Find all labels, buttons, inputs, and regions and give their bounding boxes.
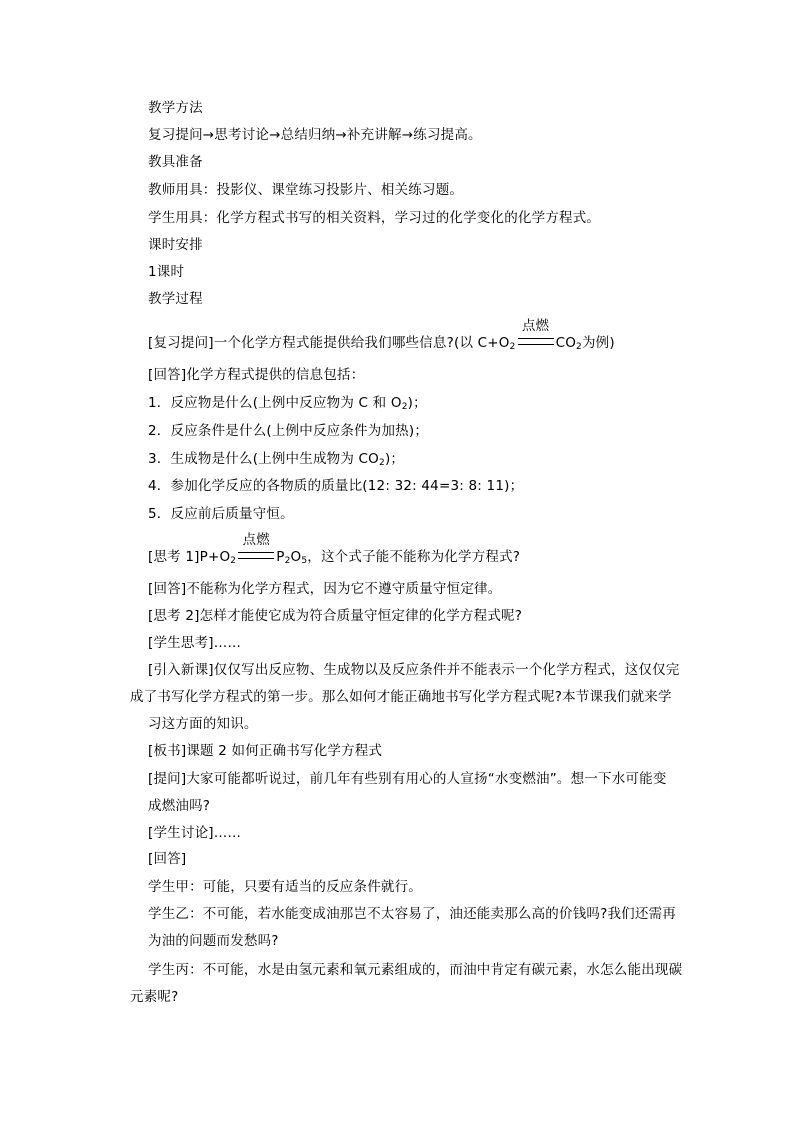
heading-schedule: 课时安排 <box>148 237 203 253</box>
intro-new-line-1: [引入新课]仅仅写出反应物、生成物以及反应条件并不能表示一个化学方程式，这仅仅完 <box>148 662 680 678</box>
think1-sub-o: 5 <box>301 556 308 566</box>
review-prefix: [复习提问]一个化学方程式能提供给我们哪些信息?(以 C+O <box>148 335 510 351</box>
review-question <box>148 318 615 356</box>
answer-item-3 <box>148 450 404 472</box>
student-discuss: [学生讨论]…… <box>148 825 242 841</box>
reaction-condition: 点燃 <box>242 532 270 548</box>
question-line-2: 成燃油吗? <box>148 798 211 814</box>
answer-1-suffix: )； <box>407 395 427 411</box>
student-think: [学生思考]…… <box>148 635 242 651</box>
answer-3-text: 3．生成物是什么(上例中生成物为 CO <box>148 451 379 467</box>
answer-think-1: [回答]不能称为化学方程式，因为它不遵守质量守恒定律。 <box>148 581 502 597</box>
intro-new-line-2: 成了书写化学方程式的第一步。那么如何才能正确地书写化学方程式呢?本节课我们就来学 <box>130 689 672 705</box>
answer-item-5: 5．反应前后质量守恒。 <box>148 506 294 522</box>
method-flow: 复习提问→思考讨论→总结归纳→补充讲解→练习提高。 <box>148 127 482 143</box>
heading-tools: 教具准备 <box>148 154 203 170</box>
review-sub1: 2 <box>509 342 516 352</box>
think1-product-p: P <box>276 549 285 565</box>
review-sub2: 2 <box>576 342 582 352</box>
answer-3-sub: 2 <box>379 458 385 468</box>
answer-item-4: 4．参加化学反应的各物质的质量比(12: 32: 44=3: 8: 11)； <box>148 478 524 494</box>
board-title: [板书]课题 2 如何正确书写化学方程式 <box>148 743 383 759</box>
student-b-line-1: 学生乙：不可能，若水能变成油那岂不太容易了，油还能卖那么高的价钱吗?我们还需再 <box>148 906 676 922</box>
answer-label: [回答] <box>148 851 187 867</box>
student-c-line-2: 元素呢? <box>130 989 179 1005</box>
equals-bars <box>518 338 554 345</box>
answer-item-2: 2．反应条件是什么(上例中反应条件为加热)； <box>148 423 429 439</box>
equals-bars <box>238 552 274 559</box>
answer-intro: [回答]化学方程式提供的信息包括： <box>148 367 365 383</box>
think1-suffix: ，这个式子能不能称为化学方程式? <box>307 549 521 565</box>
student-c-line-1: 学生丙：不可能，水是由氢元素和氧元素组成的，而油中肯定有碳元素，水怎么能出现碳 <box>148 962 683 978</box>
teacher-tools: 教师用具：投影仪、课堂练习投影片、相关练习题。 <box>148 182 464 198</box>
reaction-arrow <box>518 318 554 352</box>
review-suffix: 为例) <box>581 335 615 351</box>
answer-3-suffix: )； <box>384 451 405 467</box>
intro-new-line-3: 习这方面的知识。 <box>148 716 258 732</box>
think-1 <box>148 532 521 570</box>
think1-sub-p: 2 <box>284 556 291 566</box>
think-2: [思考 2]怎样才能使它成为符合质量守恒定律的化学方程式呢? <box>148 608 523 624</box>
answer-1-text: 1．反应物是什么(上例中反应物为 C 和 O <box>148 395 402 411</box>
student-b-line-2: 为油的问题而发愁吗? <box>148 933 279 949</box>
think1-product-o: O <box>290 549 302 565</box>
answer-item-1 <box>148 394 427 416</box>
think1-sub1: 2 <box>230 556 237 566</box>
heading-teaching-method: 教学方法 <box>148 100 203 116</box>
heading-process: 教学过程 <box>148 291 203 307</box>
review-product: CO <box>555 335 577 351</box>
schedule: 1课时 <box>148 264 185 280</box>
question-line-1: [提问]大家可能都听说过，前几年有些别有用心的人宣扬“水变燃油”。想一下水可能变 <box>148 771 667 787</box>
reaction-arrow <box>238 532 274 566</box>
student-a: 学生甲：可能，只要有适当的反应条件就行。 <box>148 879 422 895</box>
think1-prefix: [思考 1]P+O <box>148 549 231 565</box>
student-tools: 学生用具：化学方程式书写的相关资料，学习过的化学变化的化学方程式。 <box>148 210 601 226</box>
answer-1-sub: 2 <box>401 402 408 412</box>
reaction-condition: 点燃 <box>521 318 550 334</box>
